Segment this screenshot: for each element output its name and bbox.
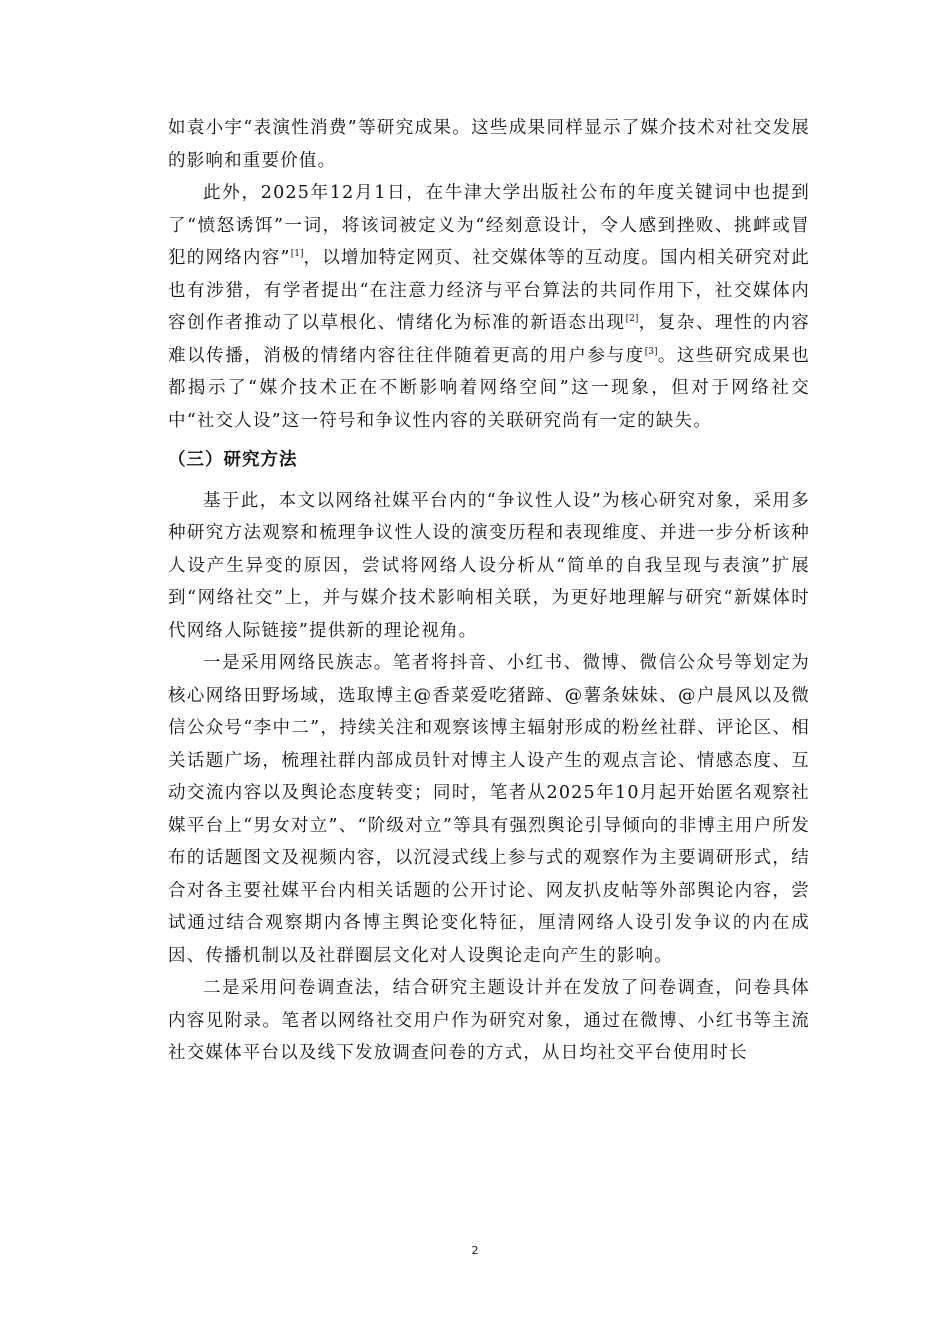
body-text — [168, 112, 810, 1070]
page-number: 2 — [471, 1244, 479, 1257]
citation-ref[interactable]: [2] — [625, 314, 639, 324]
section-heading: （三）研究方法 — [168, 450, 298, 470]
paragraph-text: 此外，2025年12月1日，在牛津大学出版社公布的年度关键词中也提到了“愤怒诱饵”一词，将该词被定义为“经刻意设计，令人感到挫败、挑衅或冒犯的网络内容” — [168, 183, 810, 268]
paragraph-method-ethnography: 一是采用网络民族志。笔者将抖音、小红书、微博、微信公众号等划定为核心网络田野场域，选取博主@香菜爱吃猪蹄、@薯条妹妹、@户晨风以及微信公众号“李中二”，持续关注和观察该博主辐射形成的粉丝社群、评论区、相关话题广场，梳理社群内部成员针对博主人设产生的观点言论、情感态度、互动交流内容以及舆论态度转变；同时，笔者从2025年10月起开始匿名观察社媒平台上“男女对立”、“阶级对立”等具有强烈舆论引导倾向的非博主用户所发布的话题图文及视频内容，以沉浸式线上参与式的观察作为主要调研形式，结合对各主要社媒平台内相关话题的公开讨论、网友扒皮帖等外部舆论内容，尝试通过结合观察期内各博主舆论变化特征，厘清网络人设引发争议的内在成因、传播机制以及社群圈层文化对人设舆论走向产生的影响。 — [168, 653, 810, 966]
citation-ref[interactable]: [3] — [644, 346, 658, 357]
paragraph-research-object: 基于此，本文以网络社媒平台内的“争议性人设”为核心研究对象，采用多种研究方法观察和梳理争议性人设的演变历程和表现维度、并进一步分析该种人设产生异变的原因，尝试将网络人设分析从“简单的自我呈现与表演”扩展到“网络社交”上，并与媒介技术影响相关联，为更好地理解与研究“新媒体时代网络人际链接”提供新的理论视角。 — [168, 490, 810, 641]
paragraph-text: ，复杂、理性的内容难以传播，消极的情绪内容往往伴随着更高的用户参与度 — [168, 313, 810, 366]
paragraph-text: 。这些研究成果也都揭示了“媒介技术正在不断影响着网络空间”这一现象，但对于网络社交中“社交人设”这一符号和争议性内容的关联研究尚有一定的缺失。 — [168, 345, 810, 431]
paragraph-method-survey: 二是采用问卷调查法，结合研究主题设计并在发放了问卷调查，问卷具体内容见附录。笔者以网络社交用户作为研究对象，通过在微博、小红书等主流社交媒体平台以及线下发放调查问卷的方式，从日均社交平台使用时长 — [168, 978, 810, 1063]
paragraph-background — [168, 177, 810, 437]
paragraph-text: ，以增加特定网页、社交媒体等的互动度。国内相关研究对此也有涉猎，有学者提出“在注意力经济与平台算法的共同作用下，社交媒体内容创作者推动了以草根化、情绪化为标准的新语态出现 — [168, 248, 810, 333]
citation-ref[interactable]: [1] — [290, 249, 304, 259]
paragraph-continuation: 如袁小宇“表演性消费”等研究成果。这些成果同样显示了媒介技术对社交发展的影响和重要价值。 — [168, 118, 810, 171]
